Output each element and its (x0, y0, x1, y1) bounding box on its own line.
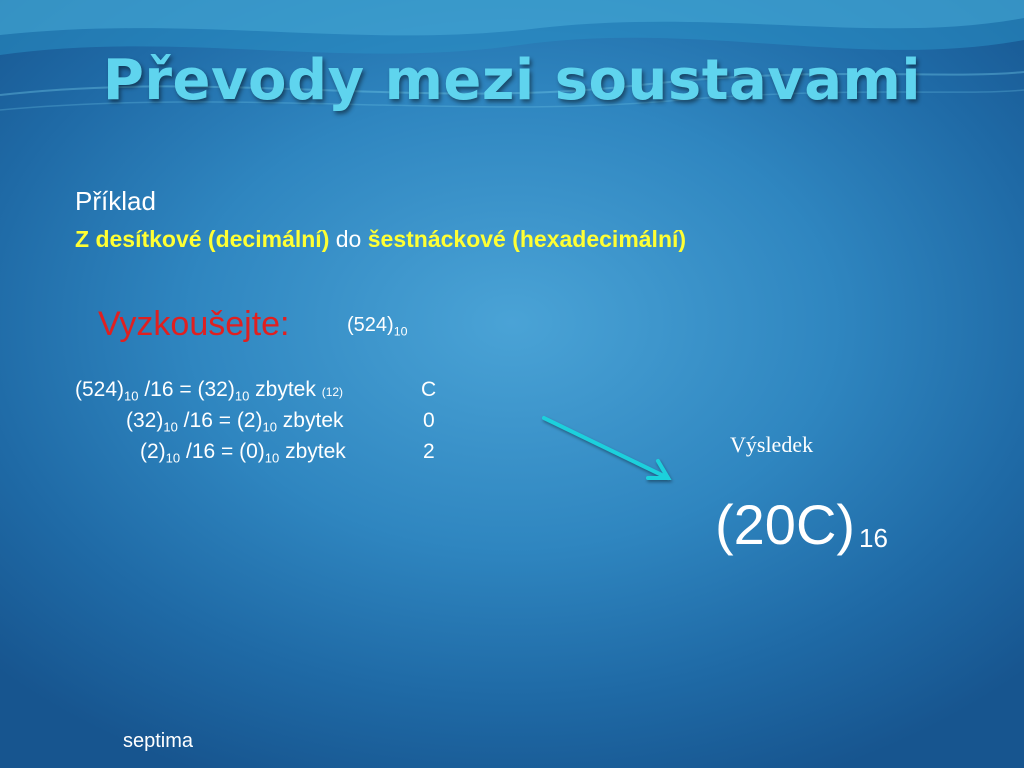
slide-title: Převody mezi soustavami (102, 48, 922, 113)
result-label: Výsledek (730, 432, 814, 457)
remainder-digit: C (421, 378, 437, 401)
subtitle-target-system: šestnáckové (hexadecimální) (367, 226, 687, 252)
result-value: (20C) $_{16}$ (715, 493, 888, 556)
footer-text: septima (123, 730, 194, 752)
calc-row: $(2)_{10}$ $/16 = (0)_{10}$ zbytek (140, 440, 346, 466)
calc-row: $(32)_{10}$ $/16 = (2)_{10}$ zbytek (126, 409, 344, 435)
remainder-digit: 0 (423, 409, 435, 432)
remainder-digit: 2 (423, 440, 435, 463)
subtitle (75, 226, 686, 253)
try-label: Vyzkoušejte: (98, 305, 290, 343)
subtitle-connector: do (329, 226, 368, 252)
arrow-icon (536, 408, 676, 488)
subtitle-source-system: Z desítkové (decimální) (75, 226, 330, 252)
calc-row: $(524)_{10}$ $/16 = (32)_{10}$ zbytek (12) (75, 378, 344, 404)
try-value: $(524)_{10}$ (347, 314, 408, 339)
section-heading: Příklad (75, 186, 156, 216)
